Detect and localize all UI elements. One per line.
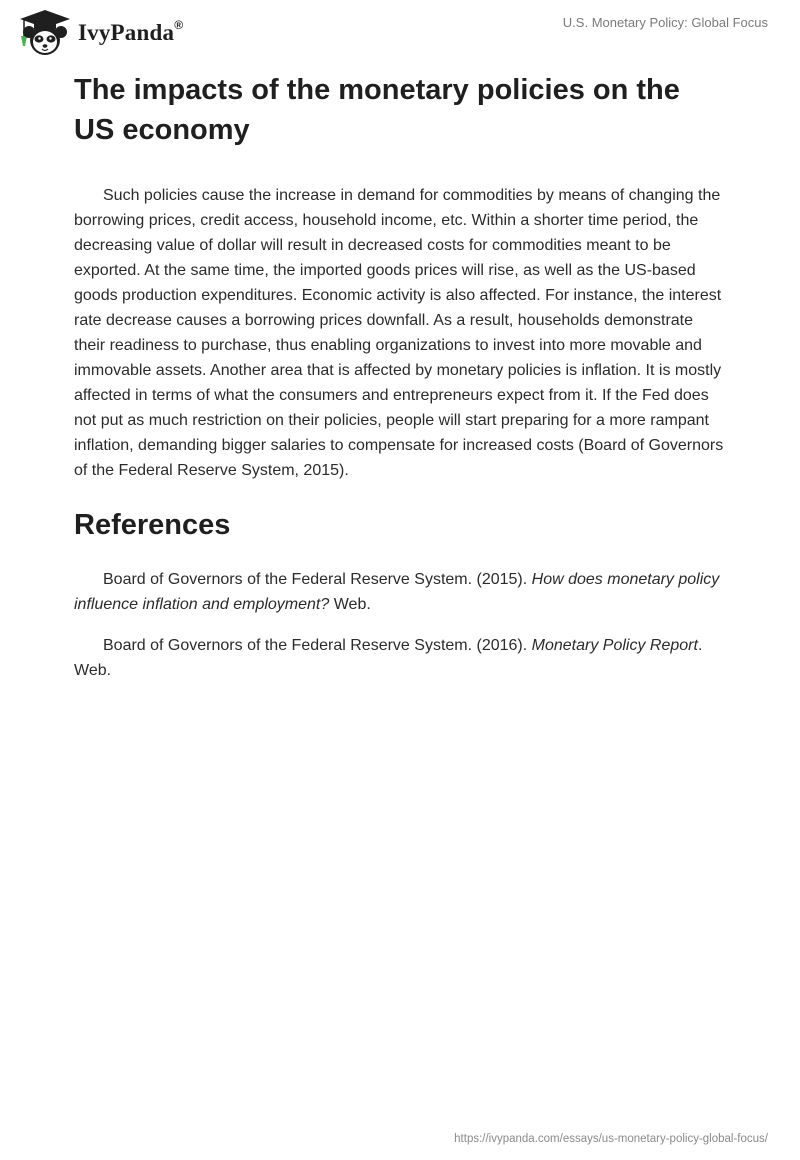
footer-source-link[interactable]: https://ivypanda.com/essays/us-monetary-policy-global-focus/ <box>454 1133 768 1145</box>
brand-name: IvyPanda <box>78 20 175 45</box>
references-heading: References <box>74 509 231 541</box>
brand-logo[interactable] <box>16 8 183 58</box>
reference-author-year: Board of Governors of the Federal Reserve System. (2016). <box>103 637 532 654</box>
reference-item <box>74 633 726 683</box>
reference-suffix: Web. <box>329 596 371 613</box>
reference-suffix: . Web. <box>74 637 703 679</box>
section-heading: The impacts of the monetary policies on the US economy <box>74 74 680 146</box>
reference-item <box>74 567 726 617</box>
page-header <box>0 0 800 66</box>
document-content <box>74 70 726 683</box>
panda-graduate-icon <box>16 8 74 58</box>
brand-wordmark <box>78 20 183 46</box>
registered-mark: ® <box>174 18 184 33</box>
reference-author-year: Board of Governors of the Federal Reserve System. (2015). <box>103 571 532 588</box>
reference-title: Monetary Policy Report <box>531 637 698 654</box>
body-paragraph: Such policies cause the increase in demand for commodities by means of changing the borrowing prices, credit access, household income, etc. Within a shorter time period, the decreasing value of dollar will result in decreased costs for commodities meant to be exported. At the same time, the imported goods prices will rise, as well as the US-based goods production expenditures. Economic activity is also affected. For instance, the interest rate decrease causes a borrowing prices downfall. As a result, households demonstrate their readiness to purchase, thus enabling organizations to invest into more movable and immovable assets. Another area that is affected by monetary policies is inflation. It is mostly affected in terms of what the consumers and entrepreneurs expect from it. If the Fed does not put as much restriction on their policies, people will start preparing for a more rampant inflation, demanding bigger salaries to compensate for increased costs (Board of Governors of the Federal Reserve System, 2015). <box>74 187 724 479</box>
running-title: U.S. Monetary Policy: Global Focus <box>562 15 768 30</box>
reference-title: How does monetary policy influence inflation and employment? <box>74 571 720 613</box>
